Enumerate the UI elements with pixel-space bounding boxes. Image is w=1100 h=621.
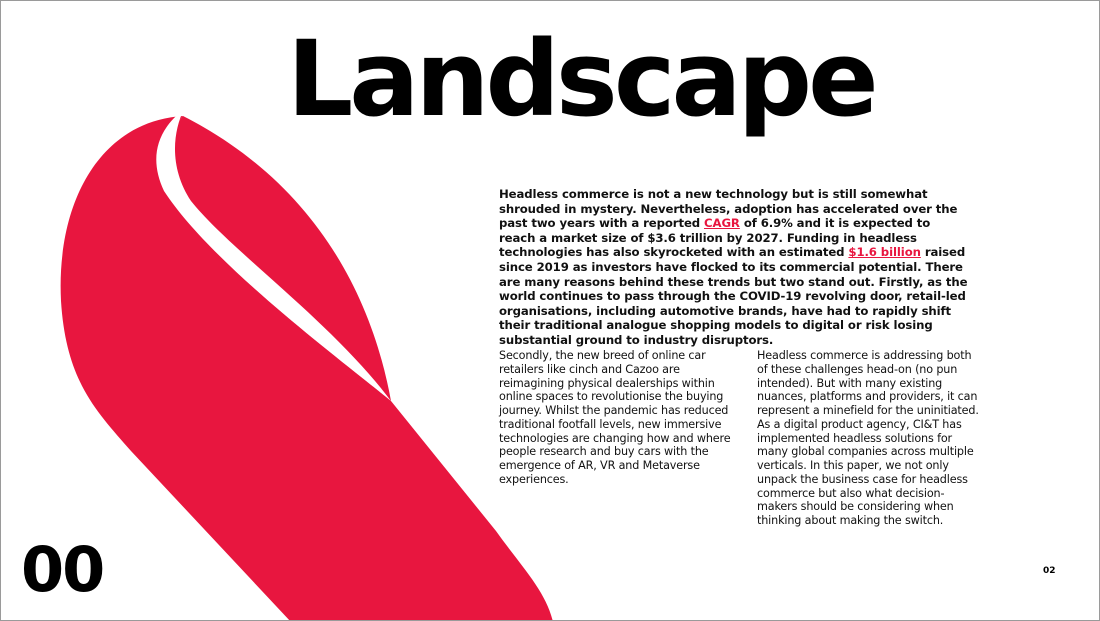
intro-text-1: Headless commerce is not a new technology but is still somewhat shrouded in mystery. Nevertheless, adoption has accelerated over the past two years with a reported [499,187,958,231]
page-title: Landscape [287,18,875,140]
right-column [757,349,979,528]
intro-text-2: of 6.9% and it is expected to reach a market size of $3.6 trillion by 2027. Funding in headless technologies has also skyrocketed with an estimated [499,216,931,260]
left-column-paragraph: Secondly, the new breed of online car retailers like cinch and Cazoo are reimagining physical dealerships within online spaces to revolutionise the buying journey. Whilst the pandemic has reduced traditional footfall levels, new immersive technologies are changing how and where people research and buy cars with the emergence of AR, VR and Metaverse experiences. [499,349,731,486]
intro-paragraph [499,187,969,348]
cagr-link[interactable]: CAGR [704,216,740,231]
page-number: 02 [1043,566,1056,576]
right-column-paragraph-2: As a digital product agency, CI&T has implemented headless solutions for many global companies across multiple verticals. In this paper, we not only unpack the business case for headless commerce but also what decision-makers should be considering when thinking about making the switch. [757,417,974,527]
section-number: 00 [21,533,104,606]
funding-link[interactable]: $1.6 billion [848,245,921,260]
left-column [499,349,735,487]
right-column-paragraph-1: Headless commerce is addressing both of these challenges head-on (no pun intended). But with many existing nuances, platforms and providers, it can represent a minefield for the uninitiated. [757,349,979,417]
intro-text-3: raised since 2019 as investors have flocked to its commercial potential. There are many reasons behind these trends but two stand out. Firstly, as the world continues to pass through the COVID-19 revolving door, retail-led organisations, including automotive brands, have had to rapidly shift their traditional analogue shopping models to digital or risk losing substantial ground to industry disruptors. [499,245,968,347]
